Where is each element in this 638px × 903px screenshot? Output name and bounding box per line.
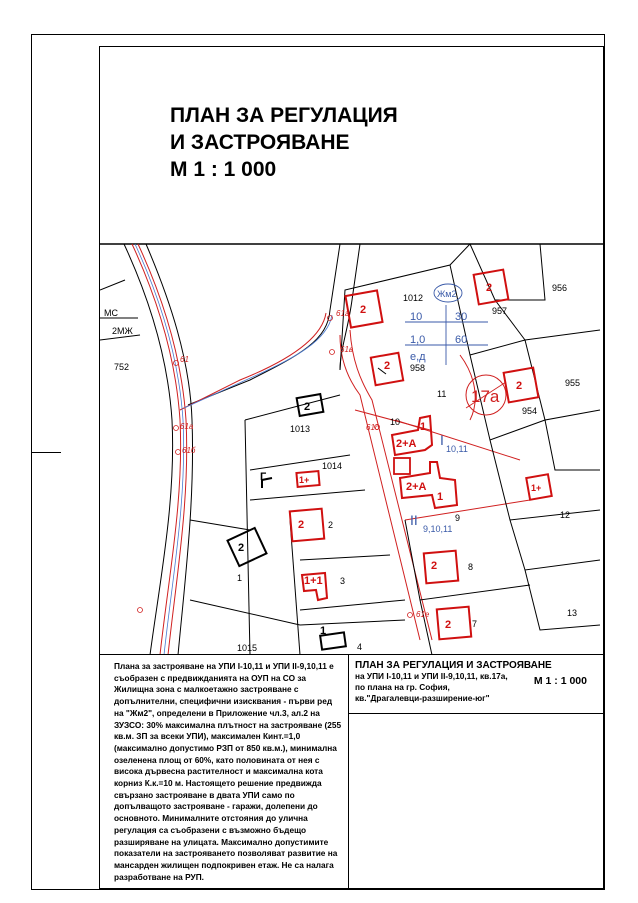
bldg-label: 2 [304, 401, 311, 413]
parcel-number: 954 [522, 406, 538, 416]
parcel-number: 957 [492, 306, 508, 316]
bldg-label-1: 1 [420, 421, 427, 433]
bldg-label-1p: 1+ [531, 483, 542, 493]
cadastral-map [100, 243, 603, 655]
stamp-scale: М 1 : 1 000 [533, 675, 587, 687]
bldg-label: 2 [486, 282, 493, 294]
title-line-2: И ЗАСТРОЯВАНЕ [170, 131, 350, 154]
title-line-1: ПЛАН ЗА РЕГУЛАЦИЯ [170, 104, 398, 127]
survey-point-label: 61в [340, 345, 354, 354]
bldg-label: 2 [384, 360, 391, 372]
parcel-number: 12 [560, 510, 571, 520]
stamp-line-2: по плана на гр. София, [355, 682, 450, 692]
stamp-title: ПЛАН ЗА РЕГУЛАЦИЯ И ЗАСТРОЯВАНЕ [355, 660, 552, 671]
parcel-number: 955 [565, 378, 581, 388]
margin-tick [31, 452, 61, 453]
zone-label: Жм2 [437, 289, 457, 299]
upi1-sub: 10,11 [446, 444, 468, 454]
parcel-number: 1014 [322, 461, 343, 471]
title-scale: М 1 : 1 000 [170, 158, 277, 181]
bldg-label: 2 [298, 519, 305, 531]
parcel-number: 13 [567, 608, 578, 618]
bldg-label-1p1: 1+1 [304, 575, 323, 587]
bldg-label: 2 [445, 619, 452, 631]
explanatory-note-text: Плана за застрояване на УПИ I-10,11 и УПИ II-9,10,11 е съобразен с предвижданията на ОУП на СО за Жилищна зона с малкоетажно застрояване с допълнителни, специфични изисквания - първи ред на "Жм2", определени в Приложение чл.3, ал.2 на ЗУЗСО: 30% максимална плътност на застрояване (255 кв.м. ЗП за всеки УПИ), максимален Кинт.=1,0 (максимално допустимо РЗП от 850 кв.м.), минимална озеленена площ от 60%, като половината от нея с висока дървесна растителност и максимална кота корниз К.к.=10 м. Настоящето решение предвижда свързано застрояване в двата УПИ само по допълващото застрояване - гаражи, долепени до основното. Минималните отстояния до улична регулация са съобразени с възможно бъдещо разширяване на улицата. Максимално допустимите показатели на застрояването позволяват развитие на мансарден жилищен подпокривен етаж. Не са налага разработване на РУП. [114, 661, 342, 882]
map-area [100, 243, 603, 655]
table-r2c2: 60 [455, 334, 468, 346]
parcel-number: 1013 [290, 424, 311, 434]
parcel-number: 3 [340, 576, 346, 586]
table-r3c1: е,д [410, 351, 426, 363]
explanatory-note [100, 654, 349, 888]
parcel-number: 956 [552, 283, 568, 293]
parcel-number: 11 [437, 389, 447, 399]
survey-point-label: 61 [180, 355, 189, 364]
stamp-line-3: кв."Драгалевци-разширение-юг" [355, 693, 490, 703]
bldg-label-1: 1 [320, 625, 327, 637]
parcel-number: 1015 [237, 643, 258, 653]
parcel-number: 958 [410, 363, 426, 373]
upi2-sub: 9,10,11 [423, 524, 453, 534]
parcel-number: 1012 [403, 293, 424, 303]
parcel-number: 9 [455, 513, 461, 523]
parcel-number: 7 [472, 619, 478, 629]
table-r1c2: 30 [455, 311, 468, 323]
survey-point-label: 61д [366, 423, 380, 432]
survey-point-label: 61а [180, 422, 194, 431]
survey-point-label: 61е [416, 610, 430, 619]
title-stamp [349, 654, 603, 714]
bldg-label-2a: 2+А [396, 438, 417, 450]
parcel-number: 2 [328, 520, 334, 530]
road-label-ms: МС [104, 308, 118, 318]
bldg-label-2a: 2+А [406, 481, 427, 493]
road-label-g: Г [260, 471, 267, 483]
bldg-label: 2 [360, 304, 367, 316]
survey-point-label: 61г [336, 309, 349, 318]
bldg-label: 2 [238, 542, 245, 554]
upi1-label: I [440, 432, 444, 448]
parcel-number: 4 [357, 642, 363, 652]
parcel-number: 752 [114, 362, 130, 372]
stamp-line-1: на УПИ I-10,11 и УПИ II-9,10,11, кв.17а, [355, 671, 508, 681]
road-label-mzh: 2МЖ [112, 326, 133, 336]
upi2-label: II [410, 512, 418, 528]
parcel-number: 1 [237, 573, 243, 583]
survey-point-label: 61б [182, 446, 196, 455]
bldg-label-1p: 1+ [299, 475, 310, 485]
bldg-label-1: 1 [437, 491, 444, 503]
bldg-label: 2 [516, 380, 523, 392]
bldg-label: 2 [431, 560, 438, 572]
parcel-number: 8 [468, 562, 474, 572]
table-r2c1: 1,0 [410, 334, 426, 346]
parcel-number: 10 [390, 417, 401, 427]
block-label: 17а [471, 387, 500, 406]
table-r1c1: 10 [410, 311, 423, 323]
title-block [170, 102, 398, 183]
